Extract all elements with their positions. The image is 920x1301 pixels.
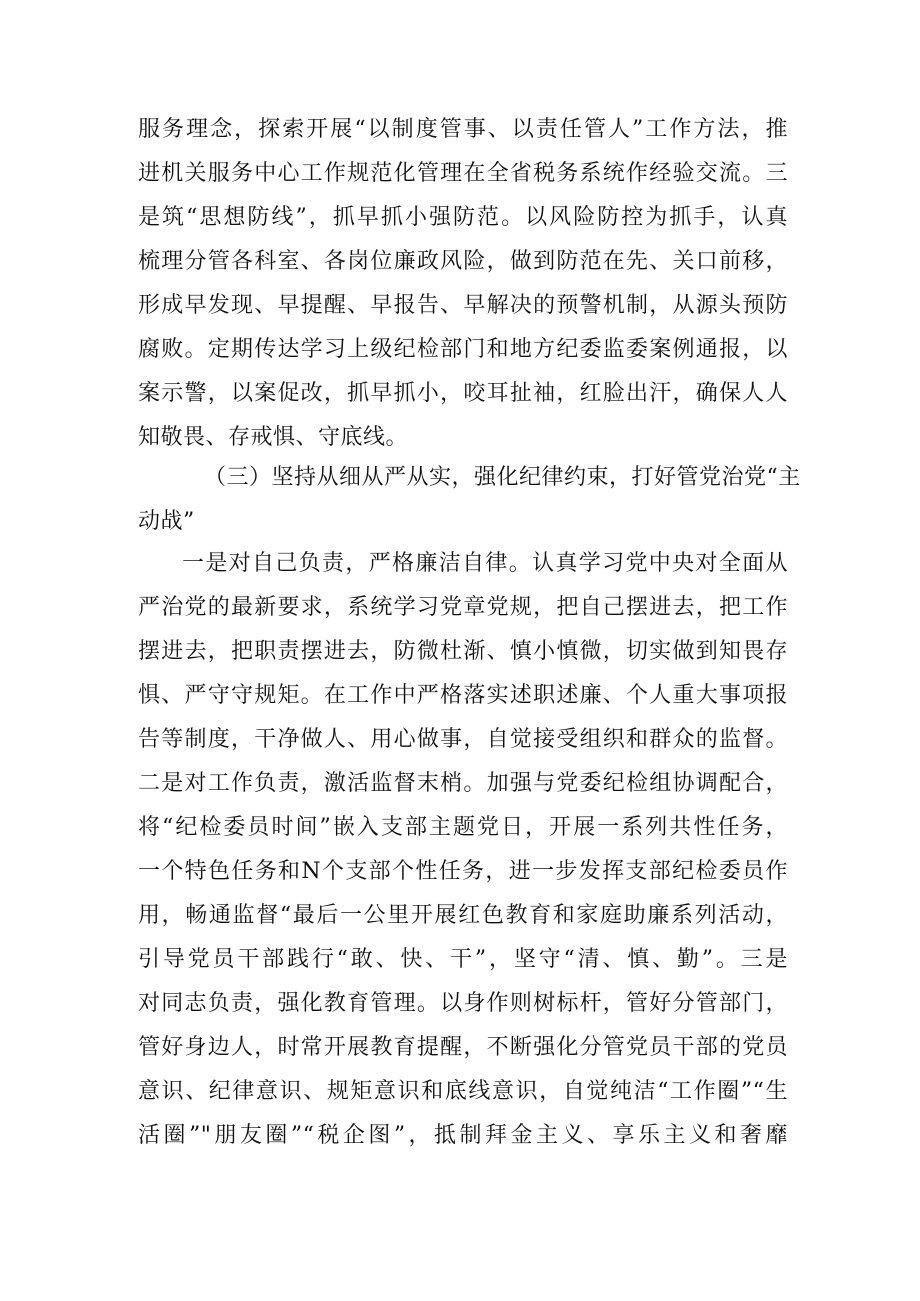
- text-line: 意识、纪律意识、规矩意识和底线意识，自觉纯洁“工作圈”“生: [138, 1079, 788, 1104]
- text-line: 一个特色任务和N个支部个性任务，进一步发挥支部纪检委员作: [138, 859, 788, 884]
- text-line: 将“纪检委员时间”嵌入支部主题党日，开展一系列共性任务，: [138, 815, 788, 840]
- heading-line: （三）坚持从细从严从实，强化纪律约束，打好管党治党“主: [204, 465, 801, 490]
- paragraph-1: [138, 108, 788, 460]
- text-line: 对同志负责，强化教育管理。以身作则树标杆，管好分管部门，: [138, 991, 788, 1016]
- text-line: 服务理念，探索开展“以制度管事、以责任管人”工作方法，推: [138, 117, 788, 142]
- text-line: 告等制度，干净做人、用心做事，自觉接受组织和群众的监督。: [138, 727, 788, 752]
- text-line: 案示警，以案促改，抓早抓小，咬耳扯袖，红脸出汗，确保人人: [138, 381, 788, 406]
- text-line: 是筑“思想防线”，抓早抓小强防范。以风险防控为抓手，认真: [138, 205, 788, 230]
- text-line: 惧、严守守规矩。在工作中严格落实述职述廉、个人重大事项报: [138, 683, 788, 708]
- text-line: 严治党的最新要求，系统学习党章党规，把自己摆进去，把工作: [138, 595, 788, 620]
- text-line: 一是对自己负责，严格廉洁自律。认真学习党中央对全面从: [182, 551, 788, 576]
- text-line: 管好身边人，时常开展教育提醒，不断强化分管党员干部的党员: [138, 1035, 788, 1060]
- text-line: 摆进去，把职责摆进去，防微杜渐、慎小慎微，切实做到知畏存: [138, 639, 788, 664]
- text-line: 知敬畏、存戒惧、守底线。: [138, 425, 409, 450]
- text-line: 进机关服务中心工作规范化管理在全省税务系统作经验交流。三: [138, 161, 788, 186]
- text-line: 用，畅通监督“最后一公里开展红色教育和家庭助廉系列活动，: [138, 903, 788, 928]
- text-line: 梳理分管各科室、各岗位廉政风险，做到防范在先、关口前移，: [138, 249, 788, 274]
- text-line: 活圈”"朋友圈”“税企图”，抵制拜金主义、享乐主义和奢靡: [138, 1123, 788, 1148]
- text-line: 引导党员干部践行“敢、快、干”，坚守“清、慎、勤”。三是: [138, 947, 788, 972]
- section-heading-3: [138, 456, 801, 544]
- paragraph-2: [138, 542, 788, 1158]
- text-line: 形成早发现、早提醒、早报告、早解决的预警机制，从源头预防: [138, 293, 788, 318]
- text-line: 腐败。定期传达学习上级纪检部门和地方纪委监委案例通报，以: [138, 337, 788, 362]
- heading-line: 动战”: [138, 509, 195, 534]
- text-line: 二是对工作负责，激活监督末梢。加强与党委纪检组协调配合，: [138, 771, 788, 796]
